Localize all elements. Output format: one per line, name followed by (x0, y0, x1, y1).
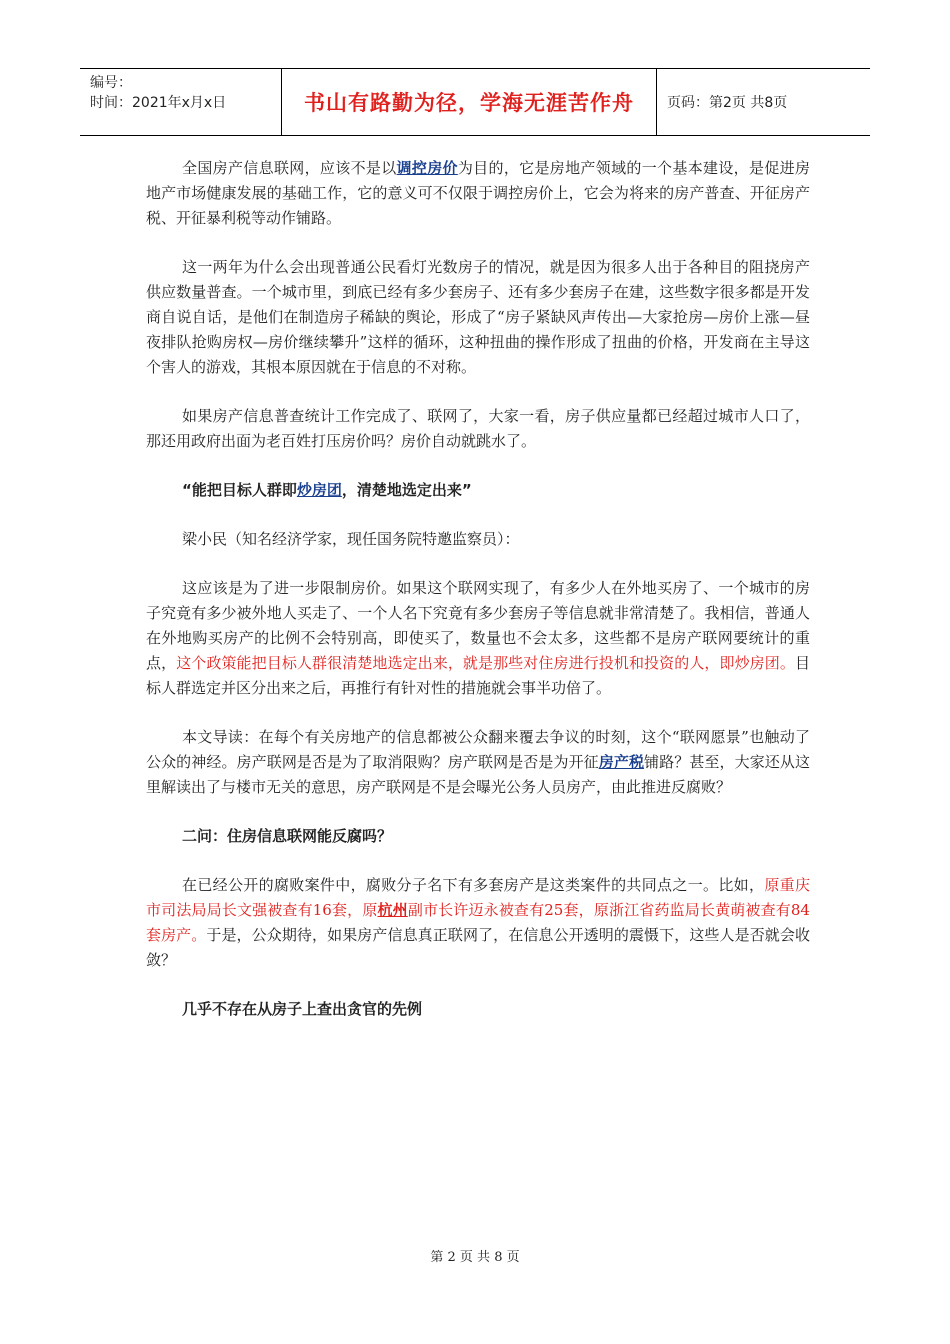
highlight-red: 原重庆市司法局局长文强被查有16套，原 (146, 876, 810, 919)
section-heading-3: 几乎不存在从房子上查出贪官的先例 (182, 1000, 423, 1018)
header-motto: 书山有路勤为径，学海无涯苦作舟 (282, 69, 657, 135)
text-span: 为目的，它是房地产领域的一个基本建设，是促进房地产市场健康发展的基础工作，它的意义可不仅限于调控房价上，它会为将来的房产普查、开征房产税、开征暴利税等动作铺路。 (146, 159, 810, 227)
link-housing-price-control[interactable]: 调控房价 (396, 159, 458, 177)
text-span: 铺路？甚至，大家还从这里解读出了与楼市无关的意思，房产联网是不是会曝光公务人员房产，由此推进反腐败？ (146, 753, 810, 796)
header-meta (80, 69, 282, 135)
paragraph-7 (146, 873, 810, 973)
header-page-info: 页码：第2页 共8页 (667, 95, 788, 111)
text-span: 目标人群选定并区分出来之后，再推行有针对性的措施就会事半功倍了。 (146, 654, 810, 697)
text-span: 在已经公开的腐败案件中，腐败分子名下有多套房产是这类案件的共同点之一。比如， (182, 876, 765, 894)
section-heading-1 (146, 478, 810, 503)
text-span: 本文导读：在每个有关房地产的信息都被公众翻来覆去争议的时刻，这个“联网愿景”也触动了公众的神经。房产联网是否是为了取消限购？房产联网是否是为开征 (146, 728, 810, 771)
page-footer: 第 2 页 共 8 页 (430, 1250, 520, 1265)
text-span: “能把目标人群即 (182, 481, 297, 499)
text-span: 于是，公众期待，如果房产信息真正联网了，在信息公开透明的震慑下，这些人是否就会收敛？ (146, 926, 810, 969)
doc-date-label: 时间：2021年x月x日 (90, 95, 227, 111)
link-hangzhou[interactable]: 杭州 (377, 901, 408, 919)
link-property-tax[interactable]: 房产税 (598, 753, 645, 771)
highlight-red: 这个政策能把目标人群很清楚地选定出来，就是那些对住房进行投机和投资的人，即炒房团。 (176, 654, 795, 672)
text-span: 全国房产信息联网，应该不是以 (182, 159, 397, 177)
paragraph-5 (146, 576, 810, 701)
paragraph-3: 如果房产信息普查统计工作完成了、联网了，大家一看，房子供应量都已经超过城市人口了，那还用政府出面为老百姓打压房价吗？房价自动就跳水了。 (146, 407, 810, 450)
paragraph-1 (146, 156, 810, 231)
article-body (146, 156, 810, 1046)
paragraph-speaker: 梁小民（知名经济学家，现任国务院特邀监察员）： (182, 530, 520, 548)
doc-number-label: 编号： (90, 75, 132, 91)
page-header (80, 68, 870, 136)
text-span: ，清楚地选定出来” (341, 481, 472, 499)
paragraph-2: 这一两年为什么会出现普通公民看灯光数房子的情况，就是因为很多人出于各种目的阻挠房产供应数量普查。一个城市里，到底已经有多少套房子、还有多少套房子在建，这些数字很多都是开发商自说自话，是他们在制造房子稀缺的舆论，形成了“房子紧缺风声传出—大家抢房—房价上涨—昼夜排队抢购房权—房价继续攀升”这样的循环，这种扭曲的操作形成了扭曲的价格，开发商在主导这个害人的游戏，其根本原因就在于信息的不对称。 (146, 258, 810, 376)
section-heading-2: 二问：住房信息联网能反腐吗？ (182, 827, 393, 845)
text-span: 这应该是为了进一步限制房价。如果这个联网实现了，有多少人在外地买房了、一个城市的房子究竟有多少被外地人买走了、一个人名下究竟有多少套房子等信息就非常清楚了。我相信，普通人在外地购买房产的比例不会特别高，即使买了，数量也不会太多，这些都不是房产联网要统计的重点， (146, 579, 810, 672)
highlight-red: 副市长许迈永被查有25套，原浙江省药监局长黄萌被查有84套房产。 (146, 901, 810, 944)
paragraph-6 (146, 725, 810, 800)
link-speculators[interactable]: 炒房团 (296, 481, 342, 499)
